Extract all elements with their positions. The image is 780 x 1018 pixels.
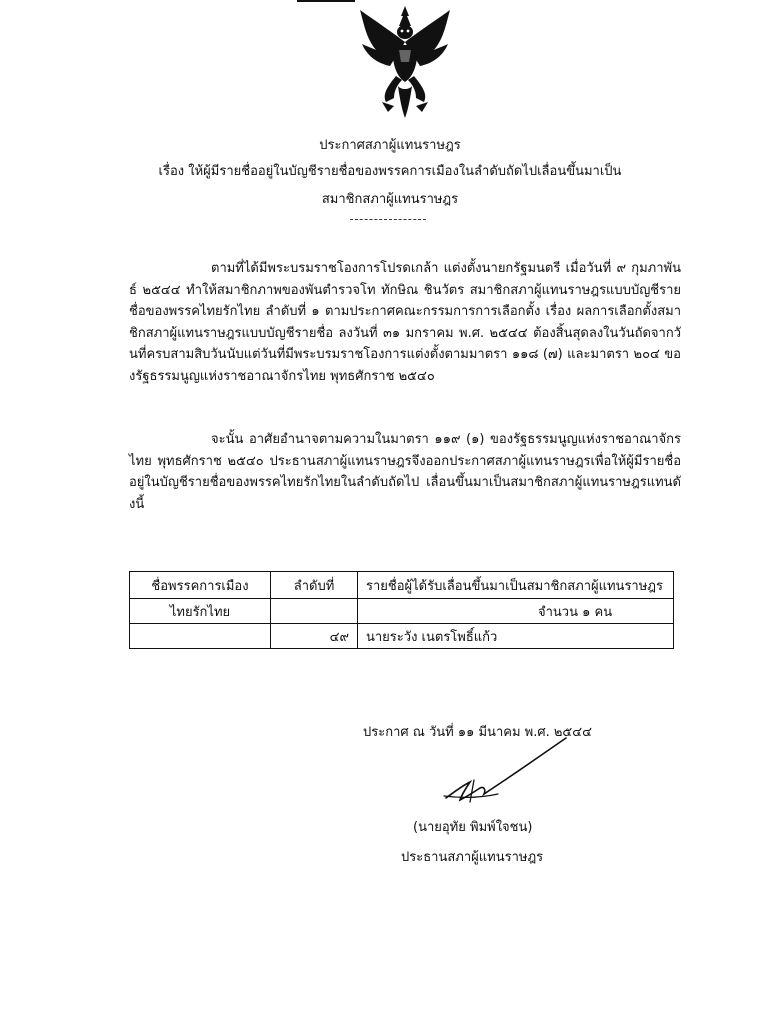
promotion-table [129, 571, 674, 649]
subject-line-1: เรื่อง ให้ผู้มีรายชื่ออยู่ในบัญชีรายชื่อของพรรคการเมืองในลำดับถัดไปเลื่อนขึ้นมาเป็น [158, 164, 622, 179]
subject-line-2: สมาชิกสภาผู้แทนราษฎร [321, 192, 459, 207]
signer-name: (นายอุทัย พิมพ์ใจชน) [413, 820, 533, 835]
cell-count: จำนวน ๑ คน [358, 599, 674, 624]
header-names: รายชื่อผู้ได้รับเลื่อนขึ้นมาเป็นสมาชิกสภาผู้แทนราษฎร [358, 572, 674, 599]
header-rank: ลำดับที่ [271, 572, 358, 599]
header-party: ชื่อพรรคการเมือง [130, 572, 271, 599]
cell-rank: ๔๙ [271, 624, 358, 649]
signer-title: ประธานสภาผู้แทนราษฎร [401, 850, 544, 865]
body-paragraph-1 [129, 258, 681, 387]
top-edge-mark [297, 0, 355, 2]
cell-rank [271, 599, 358, 624]
cell-name: นายระวัง เนตรโพธิ์แก้ว [358, 624, 674, 649]
garuda-emblem-icon [352, 2, 458, 120]
paragraph-1-text: ตามที่ได้มีพระบรมราชโองการโปรดเกล้า แต่งตั้งนายกรัฐมนตรี เมื่อวันที่ ๙ กุมภาพันธ์ ๒๕๔๔ ทำให้สมาชิกภาพของพันตำรวจโท ทักษิณ ชินวัตร สมาชิกสภาผู้แทนราษฎรแบบบัญชีรายชื่อของพรรคไทยรักไทย ลำดับที่ ๑ ตามประกาศคณะกรรมการการเลือกตั้ง เรื่อง ผลการเลือกตั้งสมาชิกสภาผู้แทนราษฎรแบบบัญชีรายชื่อ ลงวันที่ ๓๑ มกราคม พ.ศ. ๒๕๔๔ ต้องสิ้นสุดลงในวันถัดจากวันที่ครบสามสิบวันนับแต่วันที่มีพระบรมราชโองการแต่งตั้งตามมาตรา ๑๑๘ (๗) และมาตรา ๒๐๔ ของรัฐธรรมนูญแห่งราชอาณาจักรไทย พุทธศักราช ๒๕๔๐ [129, 261, 681, 384]
table-row [130, 624, 674, 649]
cell-party [130, 624, 271, 649]
announcement-date: ประกาศ ณ วันที่ ๑๑ มีนาคม พ.ศ. ๒๕๔๔ [363, 725, 592, 740]
table-header-row [130, 572, 674, 599]
title-divider [350, 219, 426, 220]
cell-party: ไทยรักไทย [130, 599, 271, 624]
paragraph-2-text: จะนั้น อาศัยอำนาจตามความในมาตรา ๑๑๙ (๑) ของรัฐธรรมนูญแห่งราชอาณาจักรไทย พุทธศักราช ๒๕๔๐ ประธานสภาผู้แทนราษฎรจึงออกประกาศสภาผู้แทนราษฎรเพื่อให้ผู้มีรายชื่ออยู่ในบัญชีรายชื่อของพรรคไทยรักไทยในลำดับถัดไป เลื่อนขึ้นมาเป็นสมาชิกสภาผู้แทนราษฎรแทนดังนี้ [129, 432, 681, 512]
page-title: ประกาศสภาผู้แทนราษฎร [319, 138, 461, 153]
handwritten-signature [440, 736, 570, 808]
table-row [130, 599, 674, 624]
body-paragraph-2 [129, 429, 681, 515]
